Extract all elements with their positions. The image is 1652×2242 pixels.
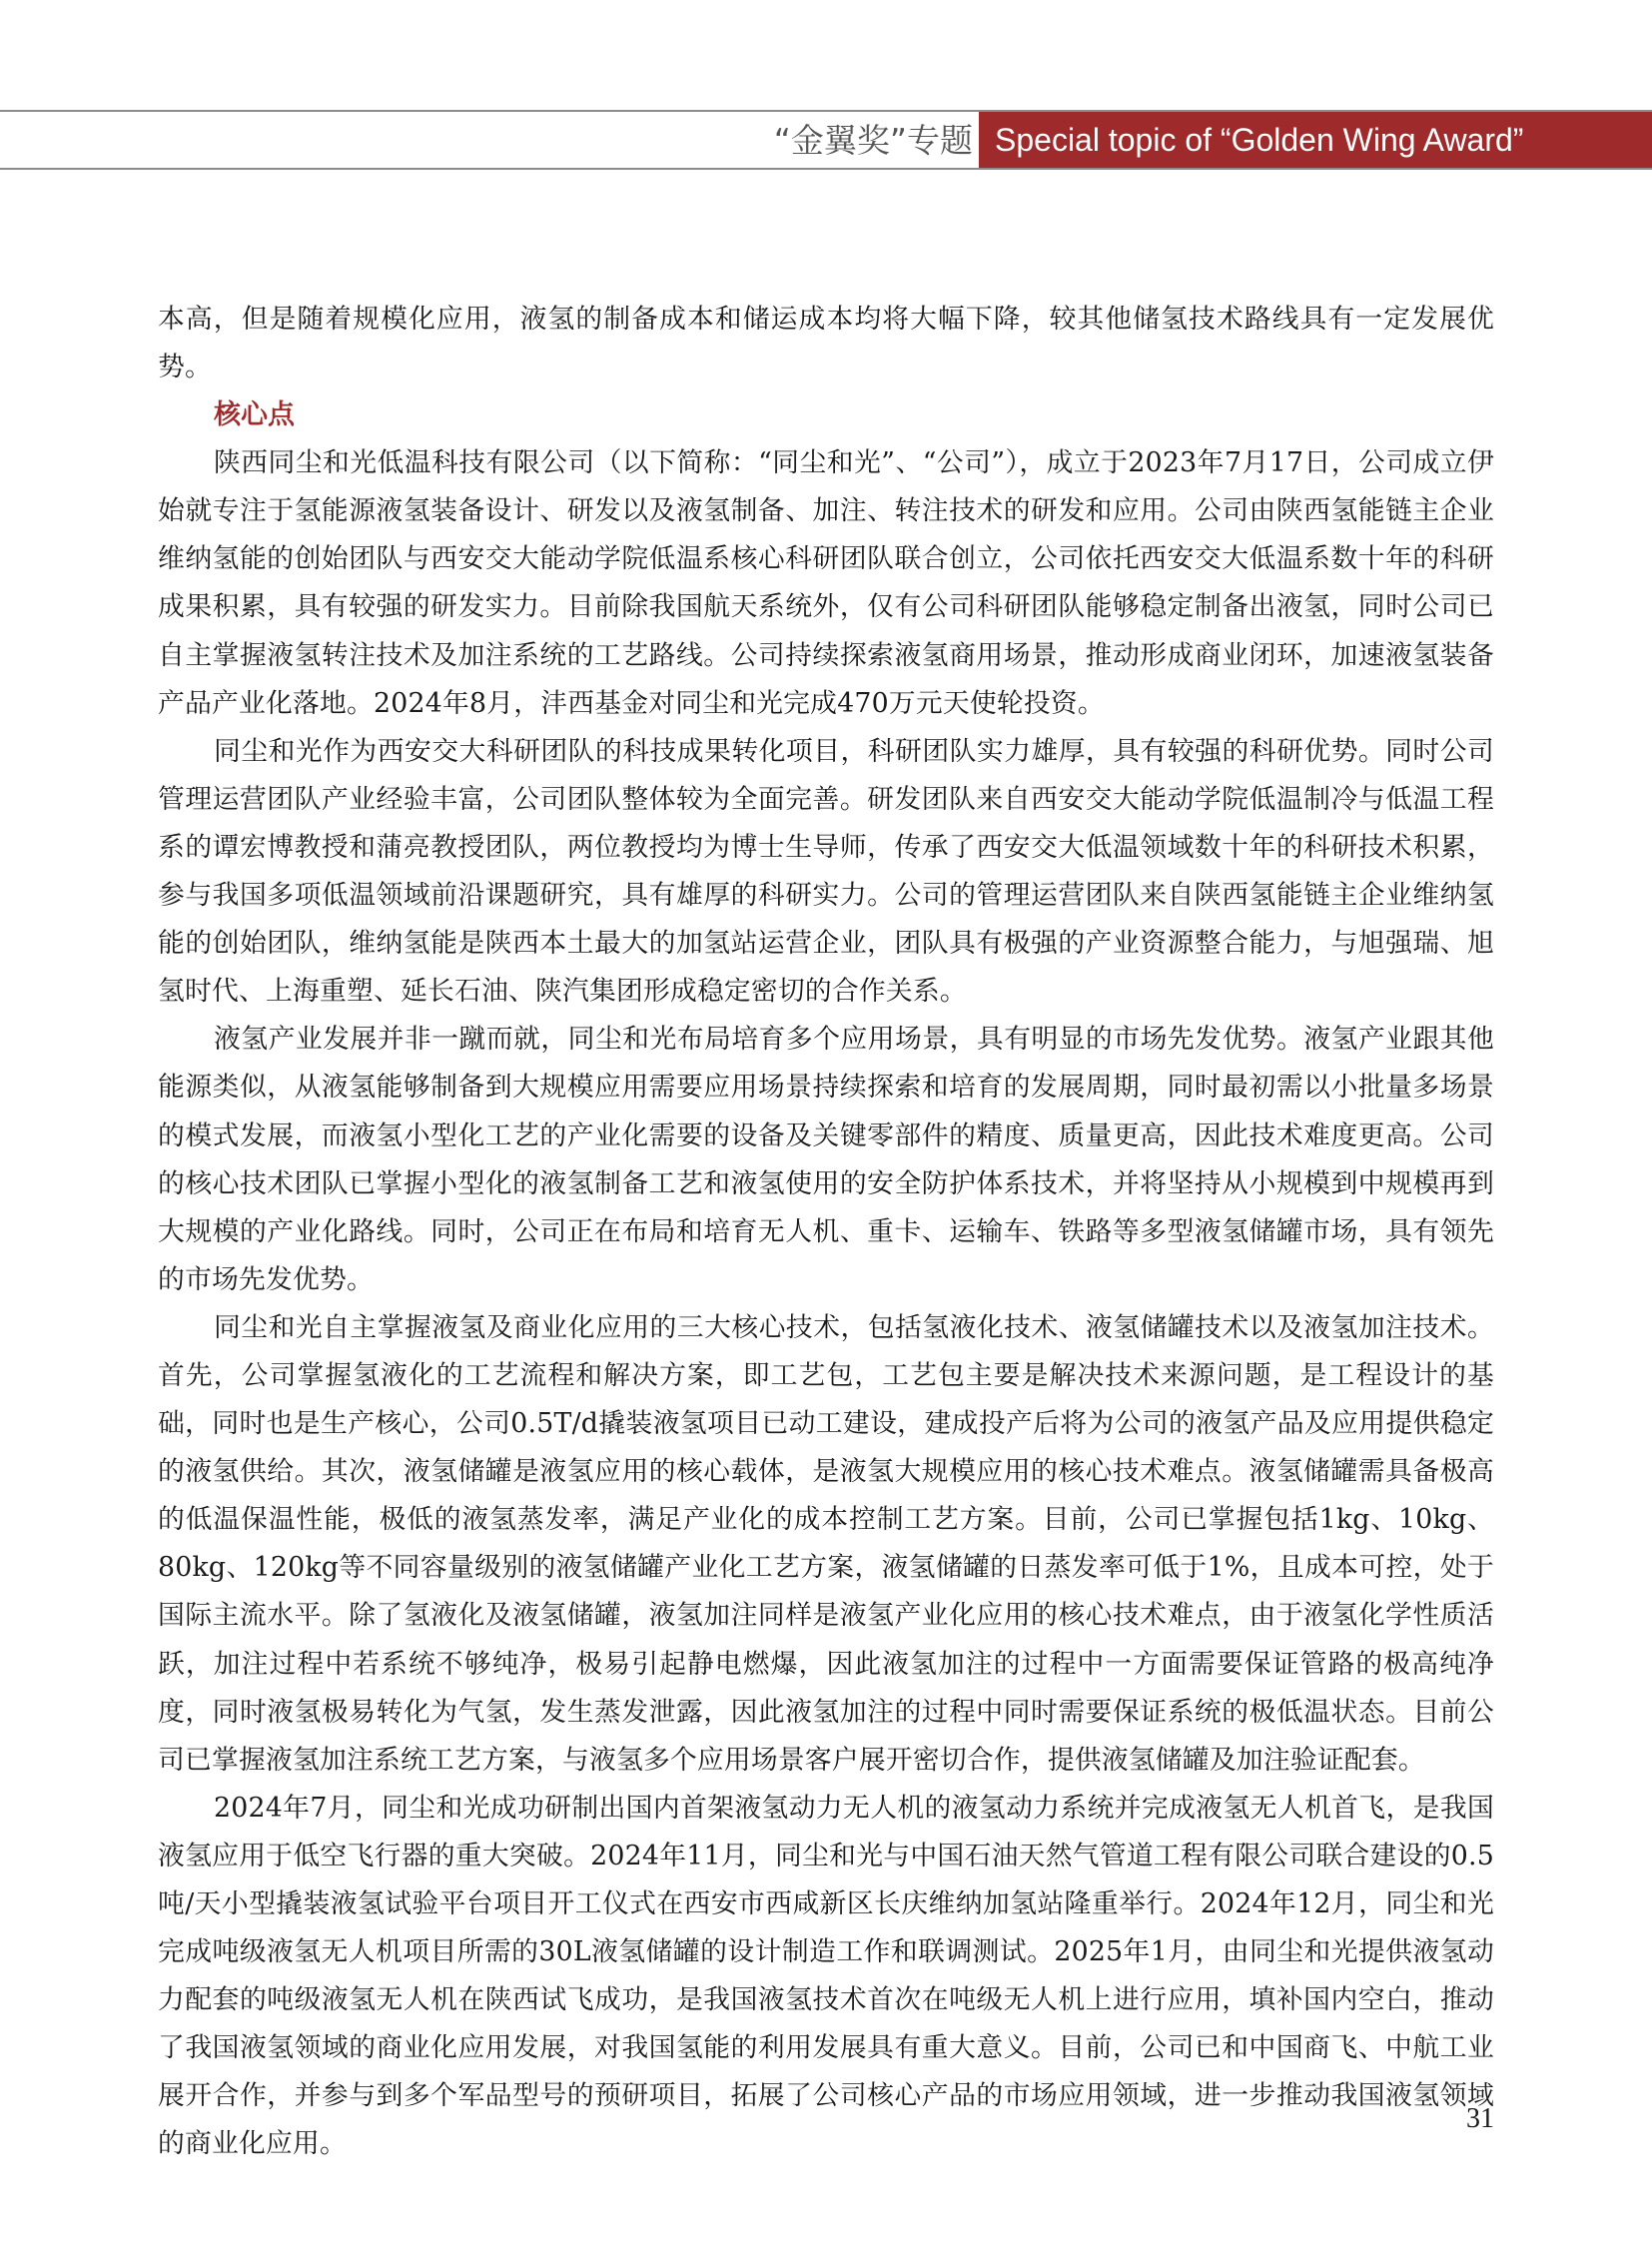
page-header <box>0 110 1652 170</box>
section-title-english-banner: Special topic of “Golden Wing Award” <box>979 112 1652 168</box>
page-number: 31 <box>1466 2103 1494 2134</box>
paragraph-milestones: 2024年7月，同尘和光成功研制出国内首架液氢动力无人机的液氢动力系统并完成液氢无人机首飞，是我国液氢应用于低空飞行器的重大突破。2024年11月，同尘和光与中国石油天然气管道工程有限公司联合建设的0.5吨/天小型撬装液氢试验平台项目开工仪式在西安市西咸新区长庆维纳加氢站隆重举行。2024年12月，同尘和光完成吨级液氢无人机项目所需的30L液氢储罐的设计制造工作和联调测试。2025年1月，由同尘和光提供液氢动力配套的吨级液氢无人机在陕西试飞成功，是我国液氢技术首次在吨级无人机上进行应用，填补国内空白，推动了我国液氢领域的商业化应用发展，对我国氢能的利用发展具有重大意义。目前，公司已和中国商飞、中航工业展开合作，并参与到多个军品型号的预研项目，拓展了公司核心产品的市场应用领域，进一步推动我国液氢领域的商业化应用。 <box>158 1792 1494 2160</box>
paragraph-core-technologies: 同尘和光自主掌握液氢及商业化应用的三大核心技术，包括氢液化技术、液氢储罐技术以及液氢加注技术。首先，公司掌握氢液化的工艺流程和解决方案，即工艺包，工艺包主要是解决技术来源问题，是工程设计的基础，同时也是生产核心，公司0.5T/d撬装液氢项目已动工建设，建成投产后将为公司的液氢产品及应用提供稳定的液氢供给。其次，液氢储罐是液氢应用的核心载体，是液氢大规模应用的核心技术难点。液氢储罐需具备极高的低温保温性能，极低的液氢蒸发率，满足产业化的成本控制工艺方案。目前，公司已掌握包括1kg、10kg、80kg、120kg等不同容量级别的液氢储罐产业化工艺方案，液氢储罐的日蒸发率可低于1%，且成本可控，处于国际主流水平。除了氢液化及液氢储罐，液氢加注同样是液氢产业化应用的核心技术难点，由于液氢化学性质活跃，加注过程中若系统不够纯净，极易引起静电燃爆，因此液氢加注的过程中一方面需要保证管路的极高纯净度，同时液氢极易转化为气氢，发生蒸发泄露，因此液氢加注的过程中同时需要保证系统的极低温状态。目前公司已掌握液氢加注系统工艺方案，与液氢多个应用场景客户展开密切合作，提供液氢储罐及加注验证配套。 <box>158 1311 1494 1776</box>
section-title-chinese: “金翼奖”专题 <box>773 121 973 160</box>
intro-paragraph: 本高，但是随着规模化应用，液氢的制备成本和储运成本均将大幅下降，较其他储氢技术路线具有一定发展优势。 <box>158 304 1494 383</box>
section-heading-core-points: 核心点 <box>214 399 295 431</box>
paragraph-market-advantage: 液氢产业发展并非一蹴而就，同尘和光布局培育多个应用场景，具有明显的市场先发优势。液氢产业跟其他能源类似，从液氢能够制备到大规模应用需要应用场景持续探索和培育的发展周期，同时最初需以小批量多场景的模式发展，而液氢小型化工艺的产业化需要的设备及关键零部件的精度、质量更高，因此技术难度更高。公司的核心技术团队已掌握小型化的液氢制备工艺和液氢使用的安全防护体系技术，并将坚持从小规模到中规模再到大规模的产业化路线。同时，公司正在布局和培育无人机、重卡、运输车、铁路等多型液氢储罐市场，具有领先的市场先发优势。 <box>158 1024 1494 1295</box>
article-body <box>158 296 1494 2169</box>
paragraph-team-strength: 同尘和光作为西安交大科研团队的科技成果转化项目，科研团队实力雄厚，具有较强的科研优势。同时公司管理运营团队产业经验丰富，公司团队整体较为全面完善。研发团队来自西安交大能动学院低温制冷与低温工程系的谭宏博教授和蒲亮教授团队，两位教授均为博士生导师，传承了西安交大低温领域数十年的科研技术积累，参与我国多项低温领域前沿课题研究，具有雄厚的科研实力。公司的管理运营团队来自陕西氢能链主企业维纳氢能的创始团队，维纳氢能是陕西本土最大的加氢站运营企业，团队具有极强的产业资源整合能力，与旭强瑞、旭氢时代、上海重塑、延长石油、陕汽集团形成稳定密切的合作关系。 <box>158 735 1494 1008</box>
paragraph-company-overview: 陕西同尘和光低温科技有限公司（以下简称：“同尘和光”、“公司”），成立于2023年7月17日，公司成立伊始就专注于氢能源液氢装备设计、研发以及液氢制备、加注、转注技术的研发和应用。公司由陕西氢能链主企业维纳氢能的创始团队与西安交大能动学院低温系核心科研团队联合创立，公司依托西安交大低温系数十年的科研成果积累，具有较强的研发实力。目前除我国航天系统外，仅有公司科研团队能够稳定制备出液氢，同时公司已自主掌握液氢转注技术及加注系统的工艺路线。公司持续探索液氢商用场景，推动形成商业闭环，加速液氢装备产品产业化落地。2024年8月，沣西基金对同尘和光完成470万元天使轮投资。 <box>158 447 1494 719</box>
header-bottom-rule <box>0 168 1652 170</box>
